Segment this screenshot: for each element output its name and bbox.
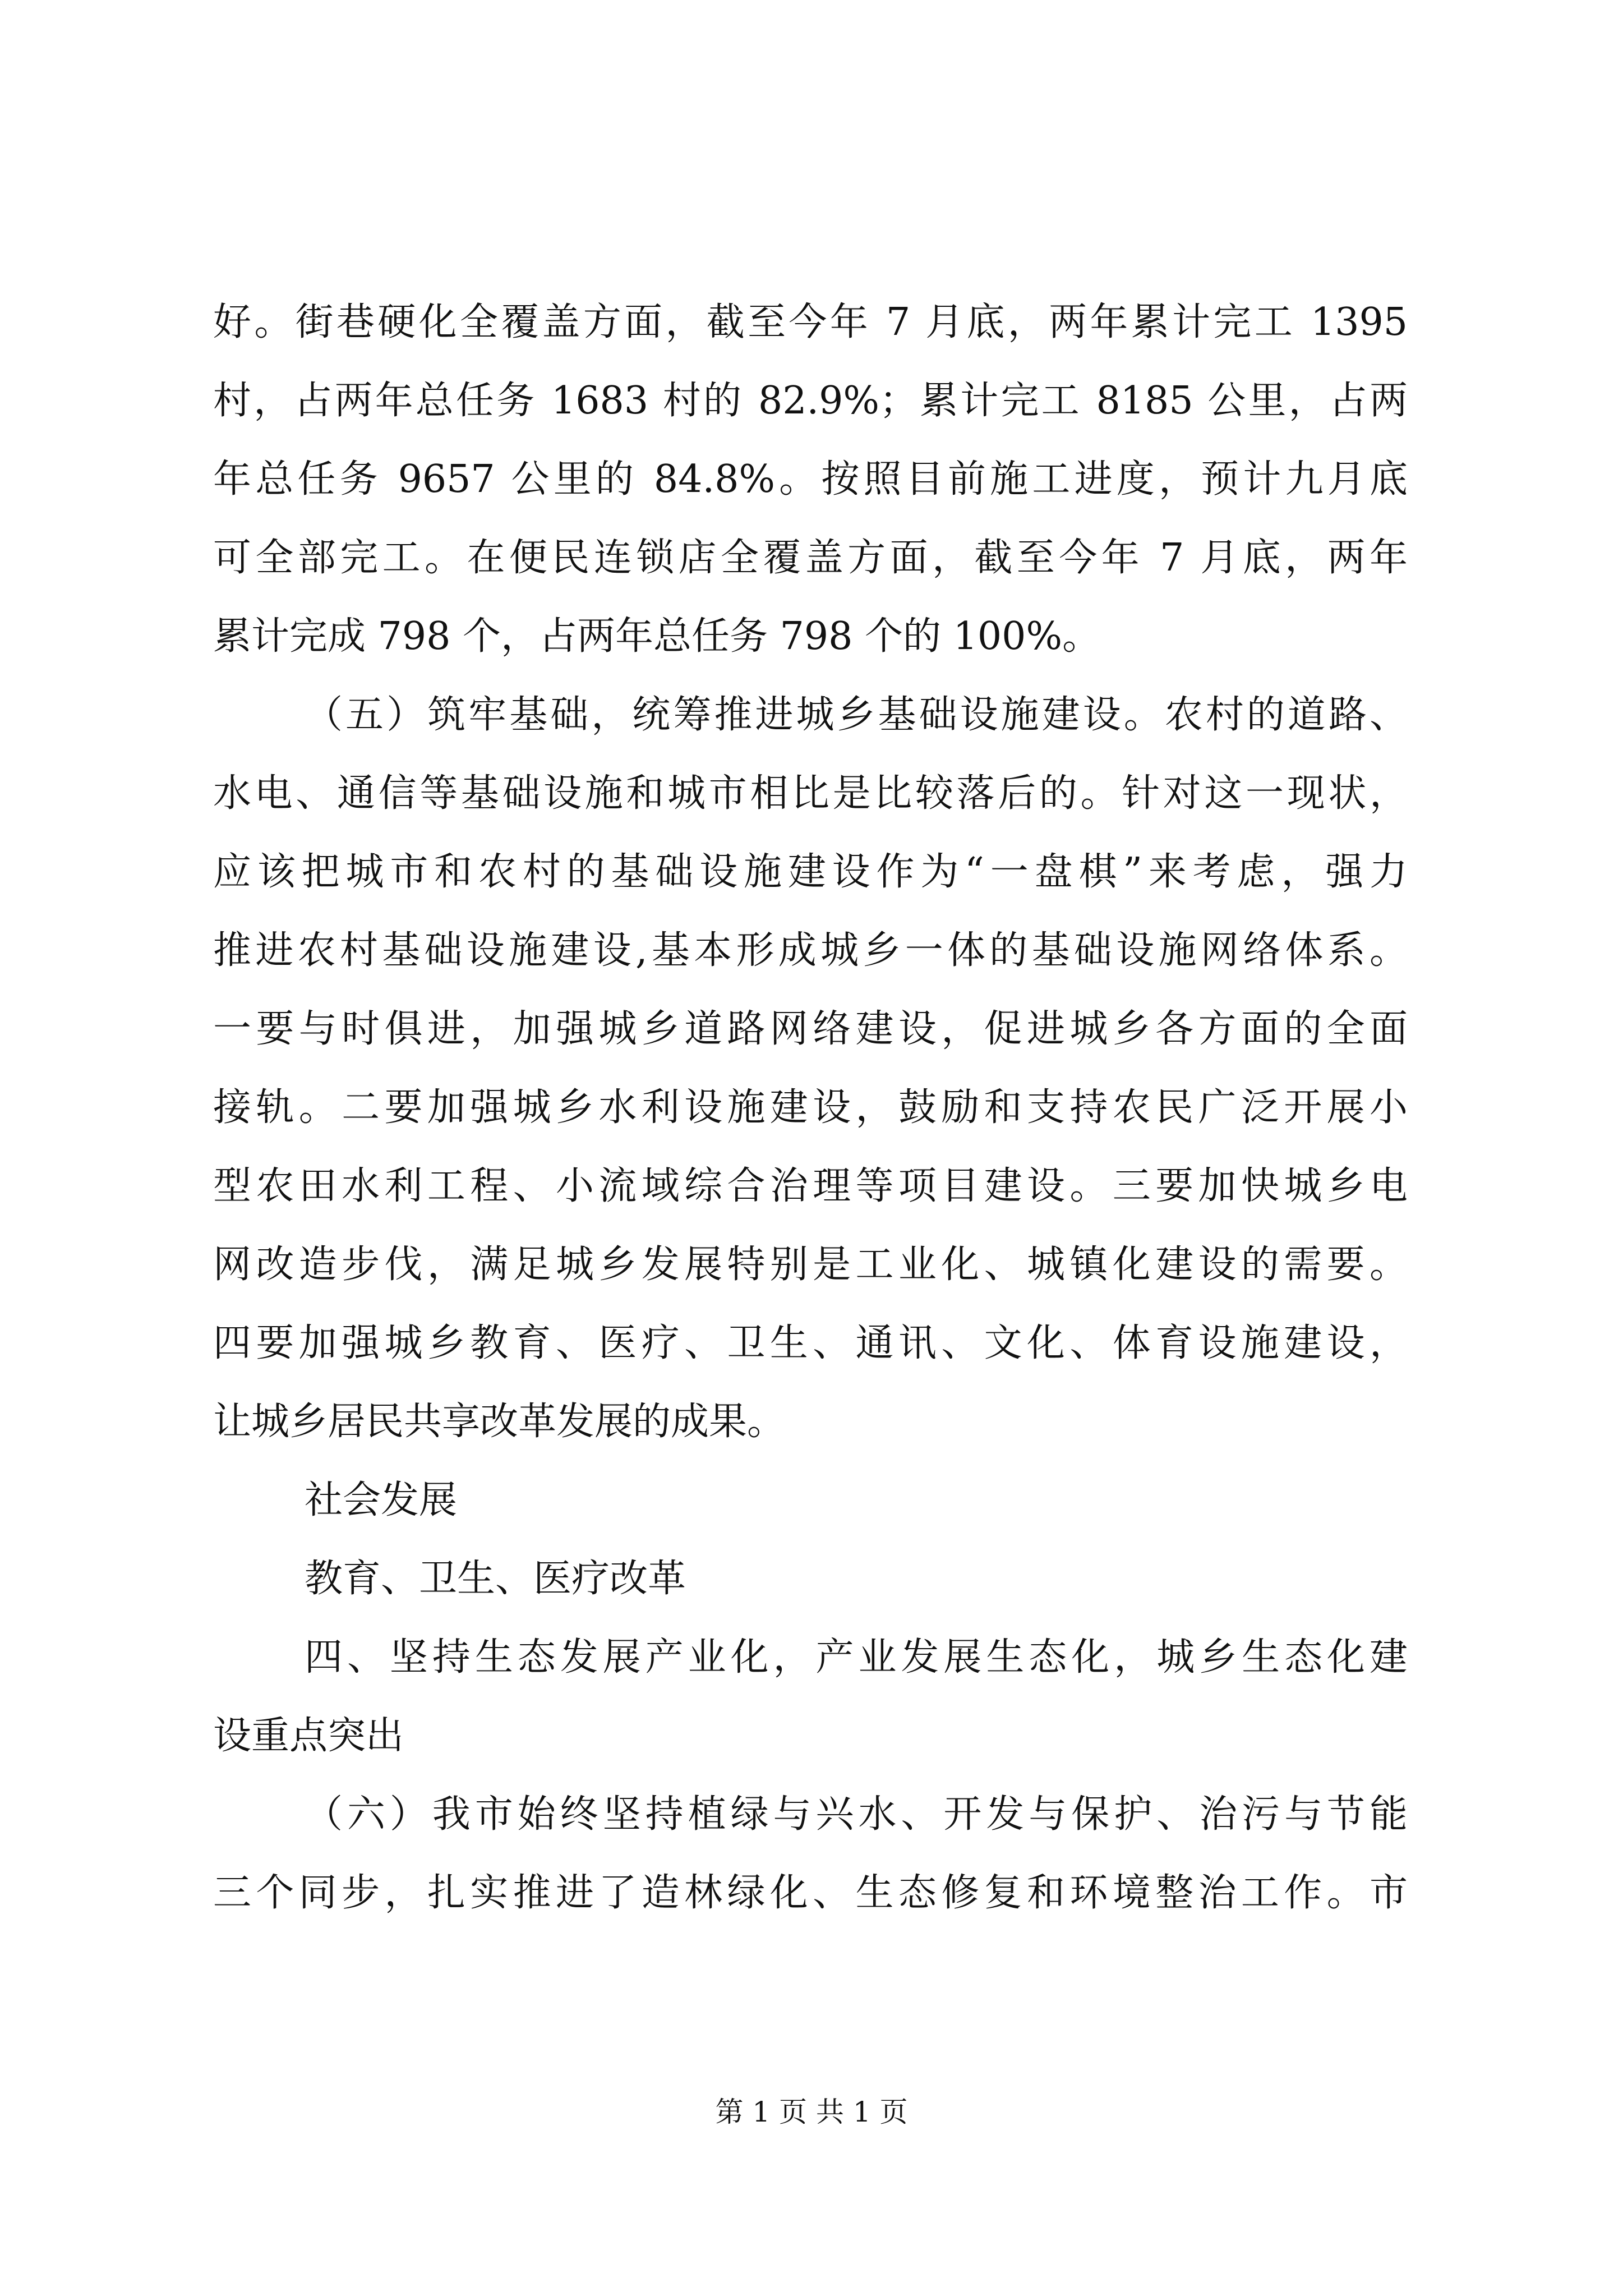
paragraph-line: 让城乡居民共享改革发展的成果。 bbox=[213, 1400, 786, 1444]
section-heading: 四、坚持生态发展产业化，产业发展生态化，城乡生态化建 bbox=[305, 1635, 1408, 1680]
paragraph-line: 三个同步，扎实推进了造林绿化、生态修复和环境整治工作。市 bbox=[213, 1871, 1408, 1915]
paragraph-line: 累计完成 798 个，占两年总任务 798 个的 100%。 bbox=[213, 614, 1101, 659]
paragraph-line: 四要加强城乡教育、医疗、卫生、通讯、文化、体育设施建设， bbox=[213, 1321, 1408, 1365]
paragraph-line: 网改造步伐，满足城乡发展特别是工业化、城镇化建设的需要。 bbox=[213, 1243, 1408, 1287]
page-footer: 第 1 页 共 1 页 bbox=[715, 2096, 908, 2128]
paragraph-line: 应该把城市和农村的基础设施建设作为“一盘棋”来考虑，强力 bbox=[213, 850, 1408, 894]
paragraph-line: 水电、通信等基础设施和城市相比是比较落后的。针对这一现状， bbox=[213, 771, 1408, 816]
paragraph-line: 一要与时俱进，加强城乡道路网络建设，促进城乡各方面的全面 bbox=[213, 1007, 1408, 1051]
paragraph-line: （六）我市始终坚持植绿与兴水、开发与保护、治污与节能 bbox=[305, 1792, 1408, 1837]
paragraph-line: 推进农村基础设施建设,基本形成城乡一体的基础设施网络体系。 bbox=[213, 928, 1408, 973]
paragraph-line: 年总任务 9657 公里的 84.8%。按照目前施工进度，预计九月底 bbox=[213, 457, 1408, 501]
paragraph-line: 型农田水利工程、小流域综合治理等项目建设。三要加快城乡电 bbox=[213, 1164, 1408, 1208]
paragraph-line: （五）筑牢基础，统筹推进城乡基础设施建设。农村的道路、 bbox=[305, 693, 1408, 737]
paragraph-line: 村，占两年总任务 1683 村的 82.9%；累计完工 8185 公里，占两 bbox=[213, 379, 1408, 423]
paragraph-line: 好。街巷硬化全覆盖方面，截至今年 7 月底，两年累计完工 1395 bbox=[213, 300, 1408, 344]
paragraph-line: 可全部完工。在便民连锁店全覆盖方面，截至今年 7 月底，两年 bbox=[213, 536, 1408, 580]
section-heading: 设重点突出 bbox=[213, 1714, 404, 1758]
section-heading: 社会发展 bbox=[305, 1478, 458, 1522]
section-heading: 教育、卫生、医疗改革 bbox=[305, 1557, 686, 1601]
paragraph-line: 接轨。二要加强城乡水利设施建设，鼓励和支持农民广泛开展小 bbox=[213, 1085, 1408, 1130]
